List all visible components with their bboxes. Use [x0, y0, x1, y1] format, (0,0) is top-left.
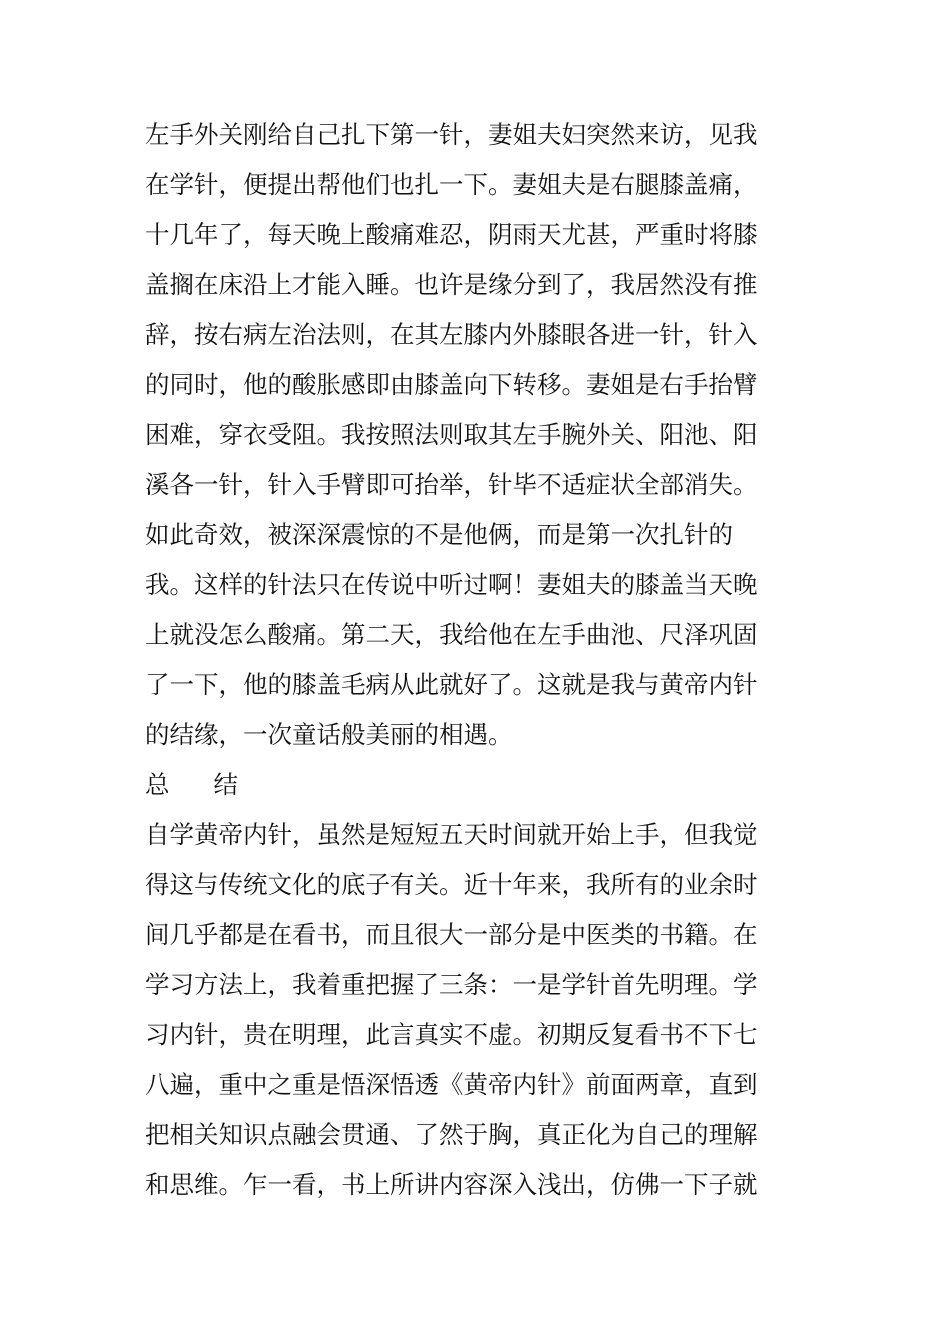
text-line: 得这与传统文化的底子有关。近十年来，我所有的业余时: [145, 870, 758, 899]
text-line: 把相关知识点融会贯通、了然于胸，真正化为自己的理解: [145, 1120, 758, 1149]
heading-char: 结: [213, 770, 238, 799]
text-line: 八遍，重中之重是悟深悟透《黄帝内针》前面两章，直到: [145, 1070, 758, 1099]
text-line: 间几乎都是在看书，而且很大一部分是中医类的书籍。在: [145, 920, 758, 949]
text-line: 上就没怎么酸痛。第二天，我给他在左手曲池、尺泽巩固: [145, 620, 758, 649]
text-line: 习内针，贵在明理，此言真实不虚。初期反复看书不下七: [145, 1020, 758, 1049]
text-line: 溪各一针，针入手臂即可抬举，针毕不适症状全部消失。: [145, 470, 758, 499]
text-line: 辞，按右病左治法则，在其左膝内外膝眼各进一针，针入: [145, 320, 758, 349]
text-line: 在学针，便提出帮他们也扎一下。妻姐夫是右腿膝盖痛，: [145, 170, 758, 199]
text-line: 自学黄帝内针，虽然是短短五天时间就开始上手，但我觉: [145, 820, 758, 849]
text-line: 和思维。乍一看，书上所讲内容深入浅出，仿佛一下子就: [145, 1170, 758, 1199]
text-line: 了一下，他的膝盖毛病从此就好了。这就是我与黄帝内针: [145, 670, 758, 699]
text-line: 学习方法上，我着重把握了三条：一是学针首先明理。学: [145, 970, 758, 999]
text-line: 左手外关刚给自己扎下第一针，妻姐夫妇突然来访，见我: [145, 120, 758, 149]
heading-char: 总: [145, 770, 170, 799]
section-heading: [145, 760, 795, 810]
text-line: 如此奇效，被深深震惊的不是他俩，而是第一次扎针的: [145, 520, 733, 549]
text-line: 的同时，他的酸胀感即由膝盖向下转移。妻姐是右手抬臂: [145, 370, 758, 399]
text-line: 我。这样的针法只在传说中听过啊！妻姐夫的膝盖当天晚: [145, 570, 758, 599]
body-text: [145, 110, 795, 1210]
text-line: 十几年了，每天晚上酸痛难忍，阴雨天尤甚，严重时将膝: [145, 220, 758, 249]
text-line: 的结缘，一次童话般美丽的相遇。: [145, 720, 513, 749]
text-line: 困难，穿衣受阻。我按照法则取其左手腕外关、阳池、阳: [145, 420, 758, 449]
text-line: 盖搁在床沿上才能入睡。也许是缘分到了，我居然没有推: [145, 270, 758, 299]
